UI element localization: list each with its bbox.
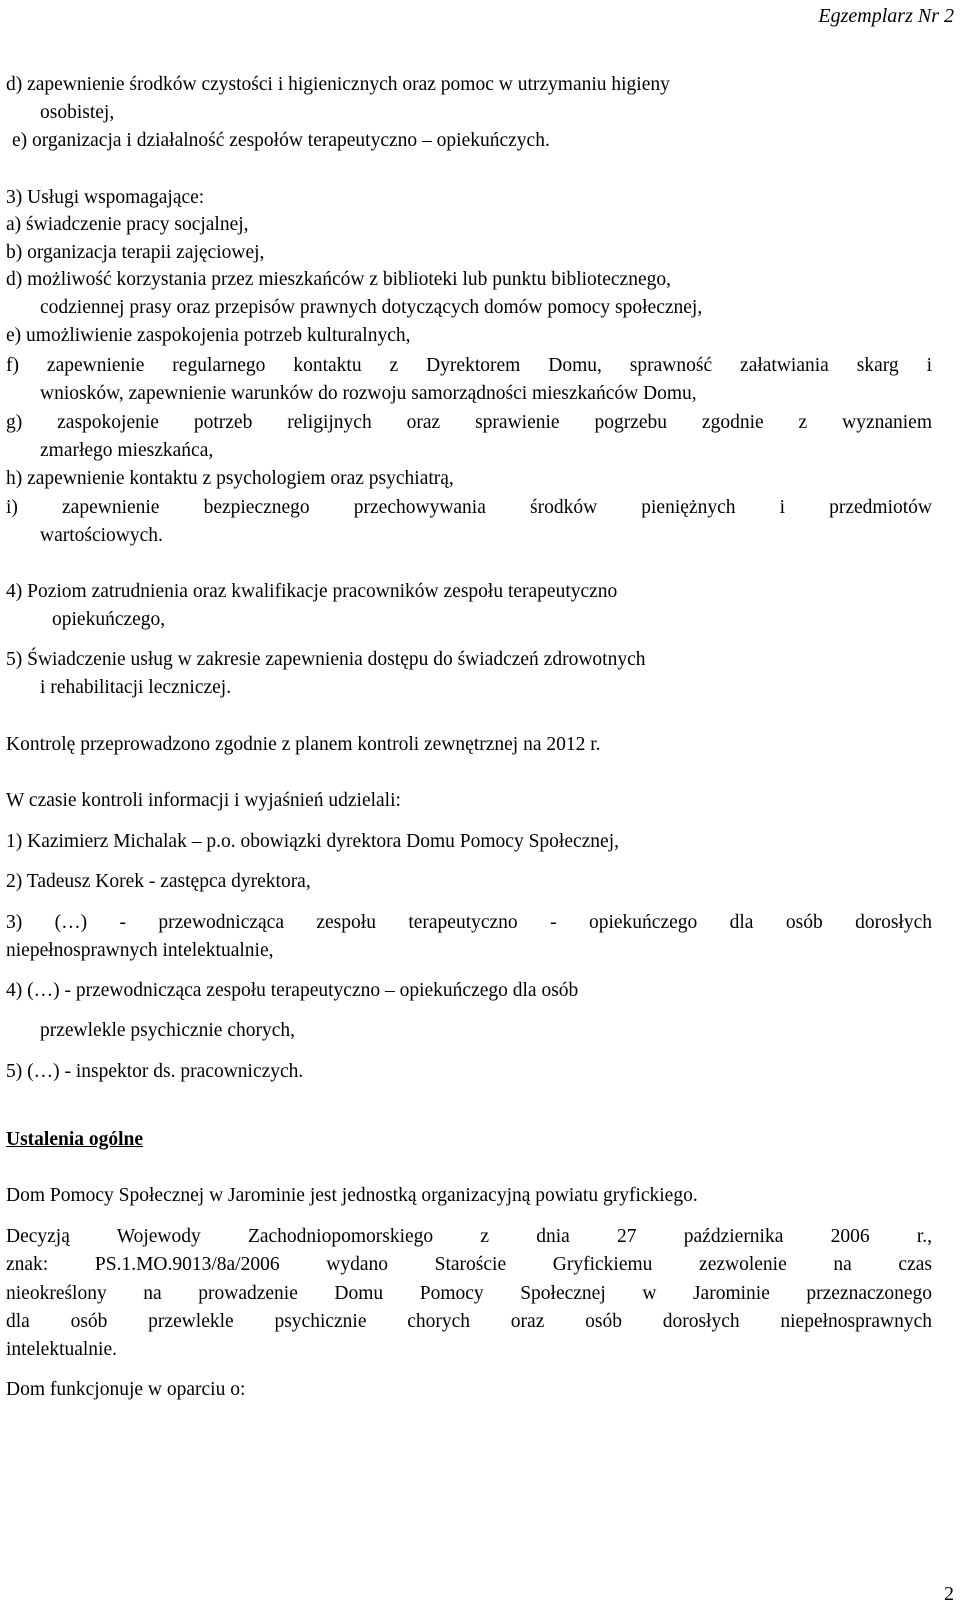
support-item-f-continuation: wniosków, zapewnienie warunków do rozwoju samorządności mieszkańców Domu, — [40, 383, 697, 404]
support-item-f: f) zapewnienie regularnego kontaktu z Dyrektorem Domu, sprawność załatwiania skarg i — [6, 355, 932, 376]
service-item-d: d) zapewnienie środków czystości i higienicznych oraz pomoc w utrzymaniu higieny — [6, 74, 670, 95]
informant-2: 2) Tadeusz Korek - zastępca dyrektora, — [6, 871, 311, 892]
informant-1: 1) Kazimierz Michalak – p.o. obowiązki dyrektora Domu Pomocy Społecznej, — [6, 831, 619, 852]
general-paragraph-2-line-5: intelektualnie. — [6, 1339, 118, 1360]
support-item-i: i) zapewnienie bezpiecznego przechowywania środków pieniężnych i przedmiotów — [6, 497, 932, 518]
general-paragraph-2-line-2: znak: PS.1.MO.9013/8a/2006 wydano Staroście Gryfickiemu zezwolenie na czas — [6, 1254, 932, 1275]
support-item-d: d) możliwość korzystania przez mieszkańców z biblioteki lub punktu bibliotecznego, — [6, 269, 671, 290]
scope-item-4-continuation: opiekuńczego, — [52, 609, 166, 630]
general-paragraph-2-line-1: Decyzją Wojewody Zachodniopomorskiego z dnia 27 października 2006 r., — [6, 1226, 932, 1247]
support-item-h: h) zapewnienie kontaktu z psychologiem oraz psychiatrą, — [6, 468, 454, 489]
support-item-e: e) umożliwienie zaspokojenia potrzeb kulturalnych, — [6, 325, 411, 346]
support-item-b: b) organizacja terapii zajęciowej, — [6, 242, 265, 263]
scope-item-5-continuation: i rehabilitacji leczniczej. — [40, 677, 232, 698]
informant-3-continuation: niepełnosprawnych intelektualnie, — [6, 940, 274, 961]
section-title-general-findings: Ustalenia ogólne — [6, 1129, 144, 1150]
informant-4: 4) (…) - przewodnicząca zespołu terapeutyczno – opiekuńczego dla osób — [6, 980, 579, 1001]
support-item-g: g) zaspokojenie potrzeb religijnych oraz sprawienie pogrzebu zgodnie z wyznaniem — [6, 412, 932, 433]
informants-intro: W czasie kontroli informacji i wyjaśnień udzielali: — [6, 790, 401, 811]
scope-item-4: 4) Poziom zatrudnienia oraz kwalifikacje pracowników zespołu terapeutyczno — [6, 581, 618, 602]
page-number: 2 — [944, 1583, 954, 1605]
general-paragraph-2-line-3: nieokreślony na prowadzenie Domu Pomocy Społecznej w Jarominie przeznaczonego — [6, 1283, 932, 1304]
general-paragraph-1: Dom Pomocy Społecznej w Jarominie jest jednostką organizacyjną powiatu gryfickiego. — [6, 1185, 698, 1206]
scope-item-5: 5) Świadczenie usług w zakresie zapewnienia dostępu do świadczeń zdrowotnych — [6, 649, 646, 670]
general-paragraph-2-line-4: dla osób przewlekle psychicznie chorych oraz osób dorosłych niepełnosprawnych — [6, 1311, 932, 1332]
general-paragraph-3: Dom funkcjonuje w oparciu o: — [6, 1379, 246, 1400]
informant-3: 3) (…) - przewodnicząca zespołu terapeutyczno - opiekuńczego dla osób dorosłych — [6, 912, 932, 933]
informant-5: 5) (…) - inspektor ds. pracowniczych. — [6, 1061, 304, 1082]
support-item-a: a) świadczenie pracy socjalnej, — [6, 214, 249, 235]
service-item-e: e) organizacja i działalność zespołów terapeutyczno – opiekuńczych. — [12, 130, 550, 151]
copy-number-header: Egzemplarz Nr 2 — [818, 5, 954, 27]
support-item-g-continuation: zmarłego mieszkańca, — [40, 440, 214, 461]
support-services-heading: 3) Usługi wspomagające: — [6, 187, 205, 208]
support-item-i-continuation: wartościowych. — [40, 525, 163, 546]
service-item-d-continuation: osobistej, — [40, 102, 115, 123]
support-item-d-continuation: codziennej prasy oraz przepisów prawnych dotyczących domów pomocy społecznej, — [40, 297, 703, 318]
informant-4-continuation: przewlekle psychicznie chorych, — [40, 1020, 296, 1041]
control-plan-statement: Kontrolę przeprowadzono zgodnie z planem kontroli zewnętrznej na 2012 r. — [6, 734, 601, 755]
